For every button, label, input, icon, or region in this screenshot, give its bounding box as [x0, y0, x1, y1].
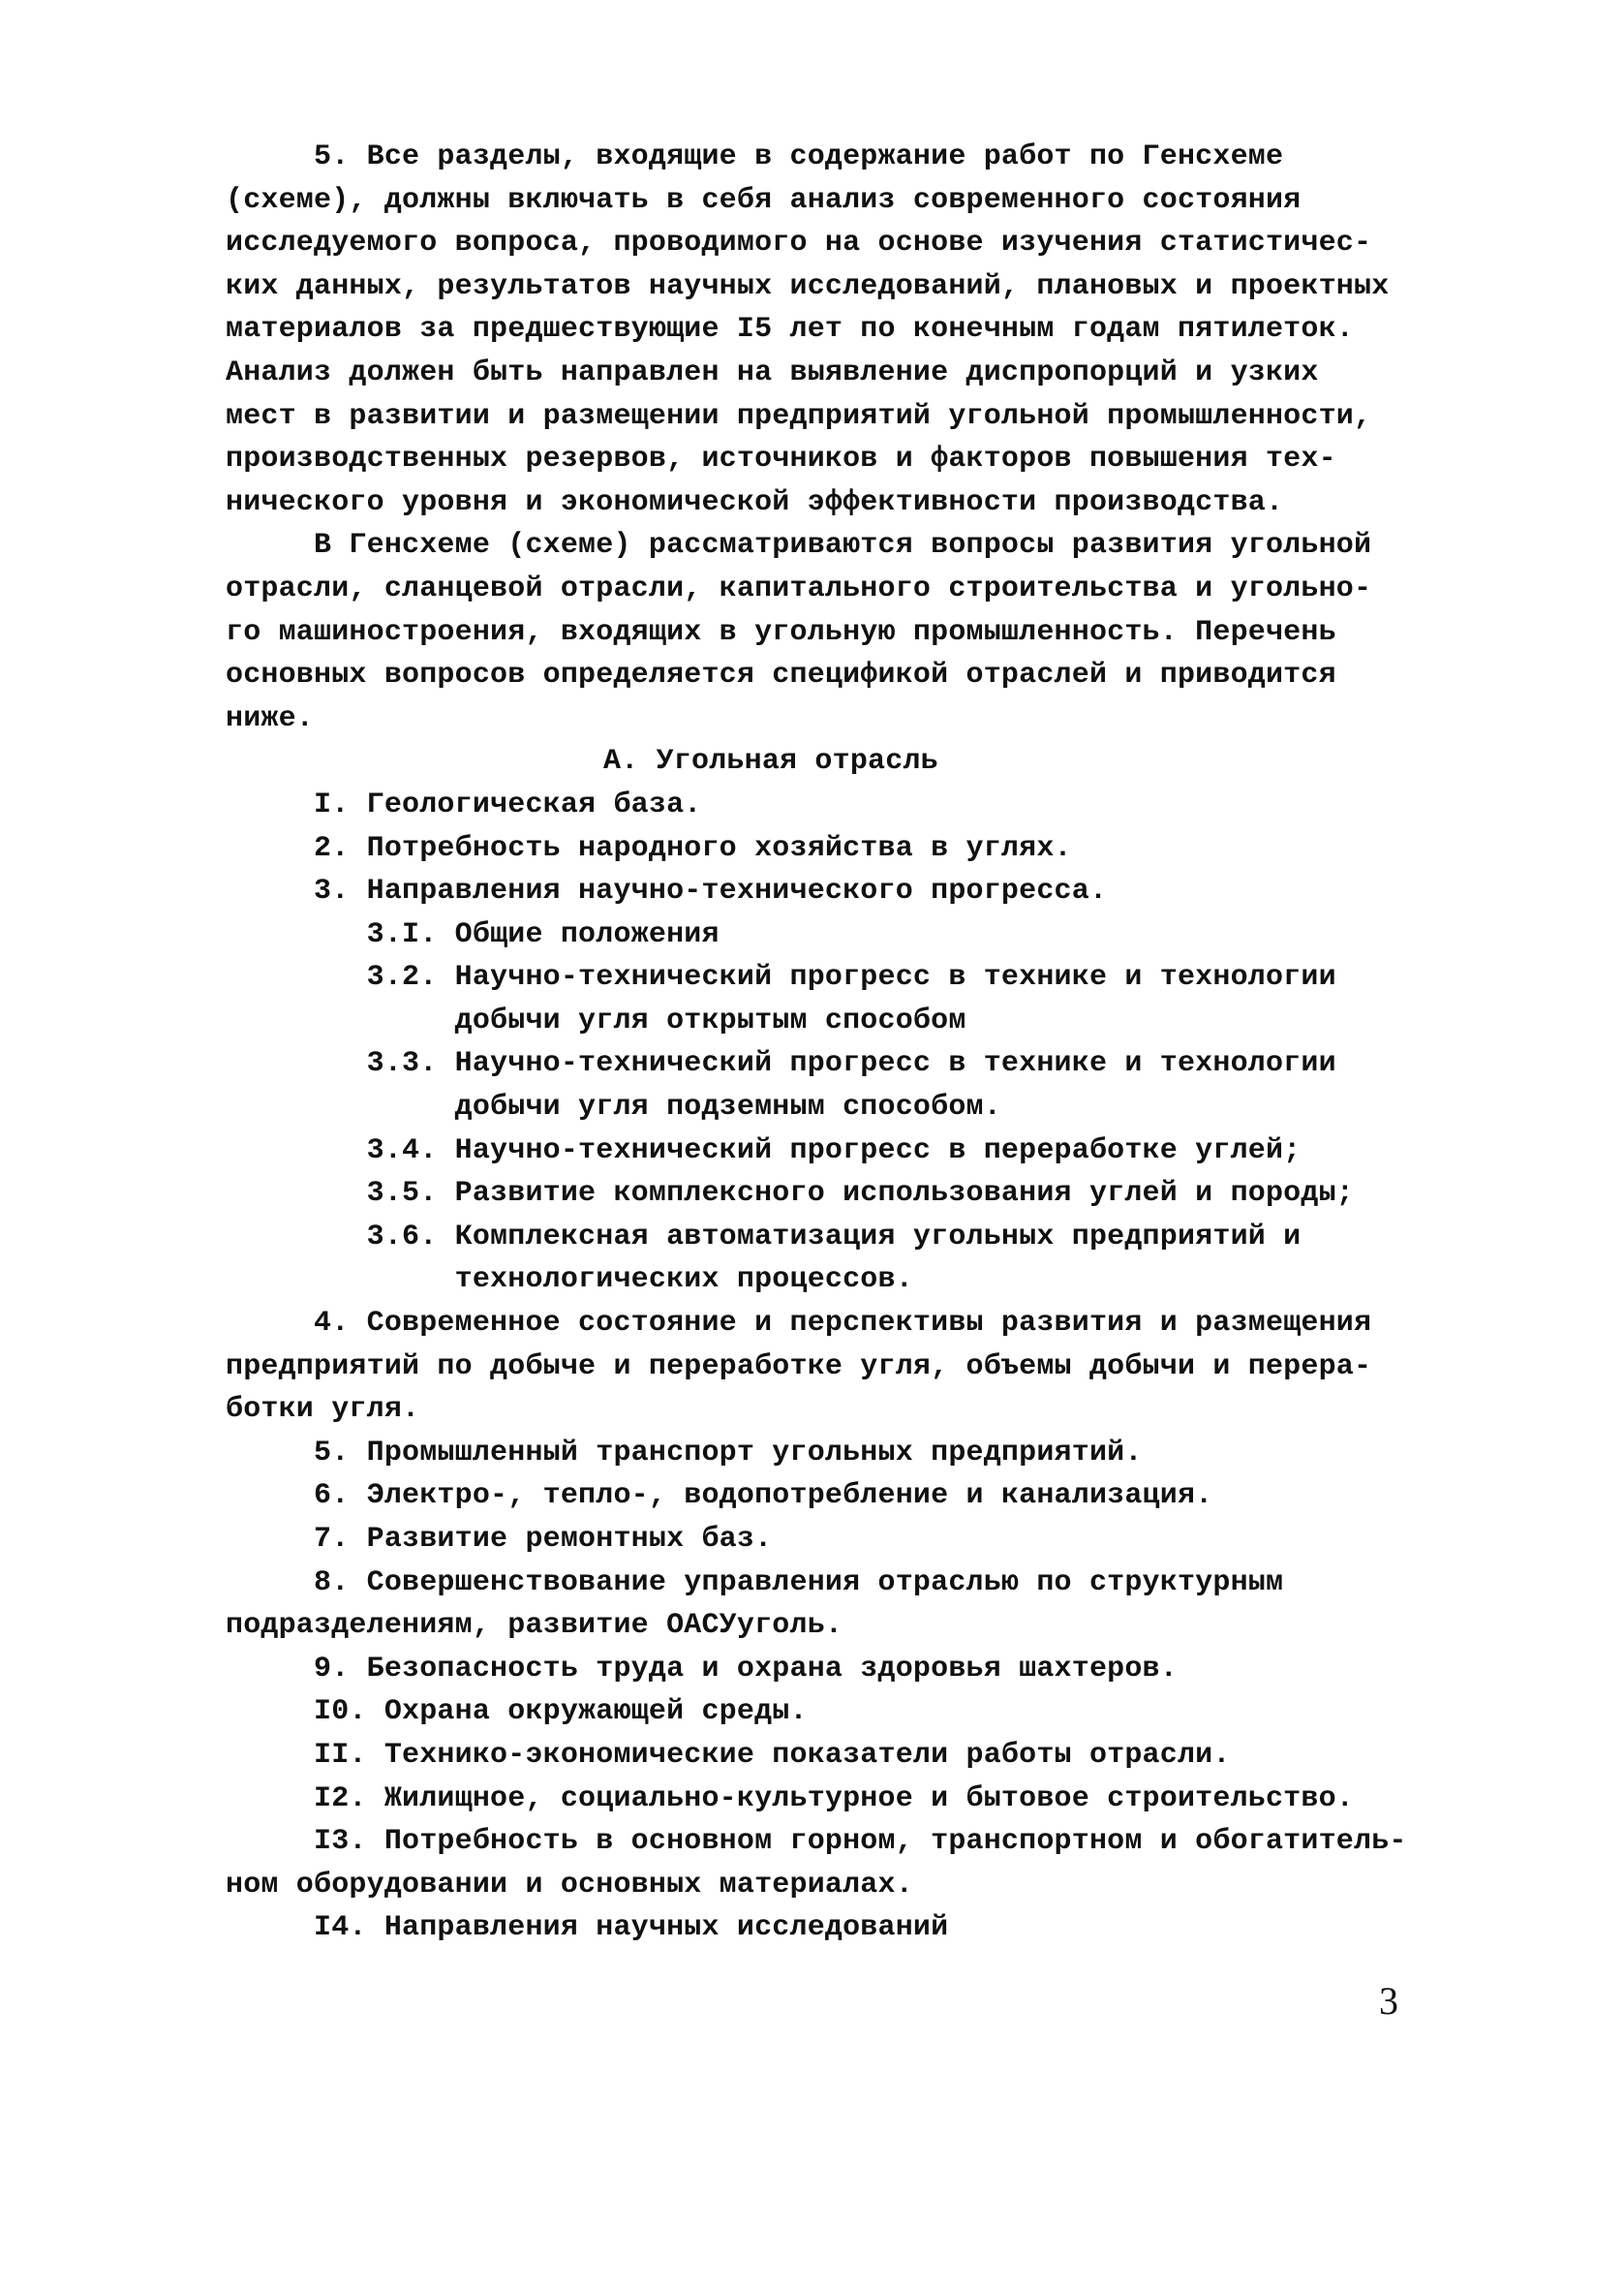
- list-item-line: 3.2. Научно-технический прогресс в технике и технологии: [226, 961, 1336, 995]
- list-item-line: 6. Электро-, тепло-, водопотребление и канализация.: [226, 1479, 1213, 1513]
- text-line: В Генсхеме (схеме) рассматриваются вопросы развития угольной: [226, 529, 1372, 563]
- list-item: [226, 1906, 1446, 1950]
- list-item-line: 3. Направления научно-технического прогресса.: [226, 875, 1108, 909]
- text-line: ких данных, результатов научных исследований, плановых и проектных: [226, 269, 1390, 303]
- list-item-line: 3.5. Развитие комплексного использования углей и породы;: [226, 1177, 1354, 1211]
- list-item: [226, 1690, 1446, 1734]
- section-list: [226, 784, 1446, 1950]
- list-subitem: [226, 913, 1446, 957]
- text-line: (схеме), должны включать в себя анализ современного состояния: [226, 183, 1302, 217]
- list-item: [226, 870, 1446, 913]
- list-subitem: [226, 1216, 1446, 1302]
- text-line: нического уровня и экономической эффективности производства.: [226, 485, 1284, 519]
- list-item-line: I2. Жилищное, социально-культурное и бытовое строительство.: [226, 1781, 1354, 1815]
- document-body: [226, 136, 1446, 1950]
- text-line: материалов за предшествующие I5 лет по конечным годам пятилеток.: [226, 313, 1354, 347]
- text-line: основных вопросов определяется спецификой отраслей и приводится: [226, 659, 1336, 693]
- list-item-line: ботки угля.: [226, 1393, 420, 1427]
- section-heading: А. Угольная отрасль: [603, 745, 938, 779]
- list-item-line: 5. Промышленный транспорт угольных предприятий.: [226, 1436, 1143, 1469]
- page-number: 3: [1379, 1979, 1398, 2023]
- text-line: производственных резервов, источников и факторов повышения тех-: [226, 443, 1336, 477]
- list-subitem: [226, 1172, 1446, 1216]
- list-item: [226, 827, 1446, 871]
- paragraph-scope: [226, 524, 1446, 740]
- text-line: Анализ должен быть направлен на выявление диспропорций и узких: [226, 356, 1319, 389]
- list-item-line: 2. Потребность народного хозяйства в углях.: [226, 831, 1072, 865]
- list-subitem: [226, 1129, 1446, 1173]
- list-item-line: I4. Направления научных исследований: [226, 1911, 949, 1945]
- list-item-line: 3.6. Комплексная автоматизация угольных предприятий и: [226, 1220, 1302, 1253]
- list-item: [226, 1518, 1446, 1562]
- list-item-line: 3.3. Научно-технический прогресс в технике и технологии: [226, 1047, 1336, 1081]
- list-subitem: [226, 956, 1446, 1042]
- list-item-line: добычи угля открытым способом: [226, 1004, 966, 1037]
- list-item-line: II. Технико-экономические показатели работы отрасли.: [226, 1738, 1231, 1772]
- list-item-line: I3. Потребность в основном горном, транспортном и обогатитель-: [226, 1825, 1407, 1859]
- list-item-line: I0. Охрана окружающей среды.: [226, 1695, 808, 1729]
- list-item-line: подразделениям, развитие ОАСУуголь.: [226, 1609, 843, 1643]
- list-item: [226, 1820, 1446, 1906]
- list-item-line: 9. Безопасность труда и охрана здоровья шахтеров.: [226, 1652, 1178, 1686]
- list-item-line: I. Геологическая база.: [226, 788, 702, 821]
- text-line: 5. Все разделы, входящие в содержание работ по Генсхеме: [226, 140, 1284, 173]
- text-line: отрасли, сланцевой отрасли, капитального строительства и угольно-: [226, 572, 1372, 605]
- text-line: мест в развитии и размещении предприятий угольной промышленности,: [226, 399, 1372, 433]
- list-subitem: [226, 1042, 1446, 1129]
- text-line: исследуемого вопроса, проводимого на основе изучения статистичес-: [226, 227, 1372, 261]
- list-item-line: добычи угля подземным способом.: [226, 1091, 1001, 1125]
- list-item-line: 7. Развитие ремонтных баз.: [226, 1523, 773, 1556]
- list-item-line: 8. Совершенствование управления отраслью по структурным: [226, 1565, 1284, 1599]
- list-item-line: ном оборудовании и основных материалах.: [226, 1868, 913, 1902]
- list-item-line: 3.4. Научно-технический прогресс в переработке углей;: [226, 1133, 1302, 1167]
- list-item-line: технологических процессов.: [226, 1263, 913, 1297]
- text-line: ниже.: [226, 701, 315, 735]
- list-item: [226, 1734, 1446, 1778]
- list-item-line: 4. Современное состояние и перспективы развития и размещения: [226, 1307, 1372, 1341]
- list-item: [226, 1648, 1446, 1691]
- text-line: го машиностроения, входящих в угольную промышленность. Перечень: [226, 615, 1336, 649]
- list-item: [226, 1302, 1446, 1432]
- list-item-line: 3.I. Общие положения: [226, 917, 720, 951]
- list-item: [226, 1562, 1446, 1648]
- list-item: [226, 1474, 1446, 1518]
- paragraph-analysis: [226, 136, 1446, 524]
- list-item: [226, 784, 1446, 827]
- list-item: [226, 1432, 1446, 1475]
- list-item-line: предприятий по добыче и переработке угля, объемы добычи и перера-: [226, 1349, 1372, 1383]
- list-item: [226, 1778, 1446, 1821]
